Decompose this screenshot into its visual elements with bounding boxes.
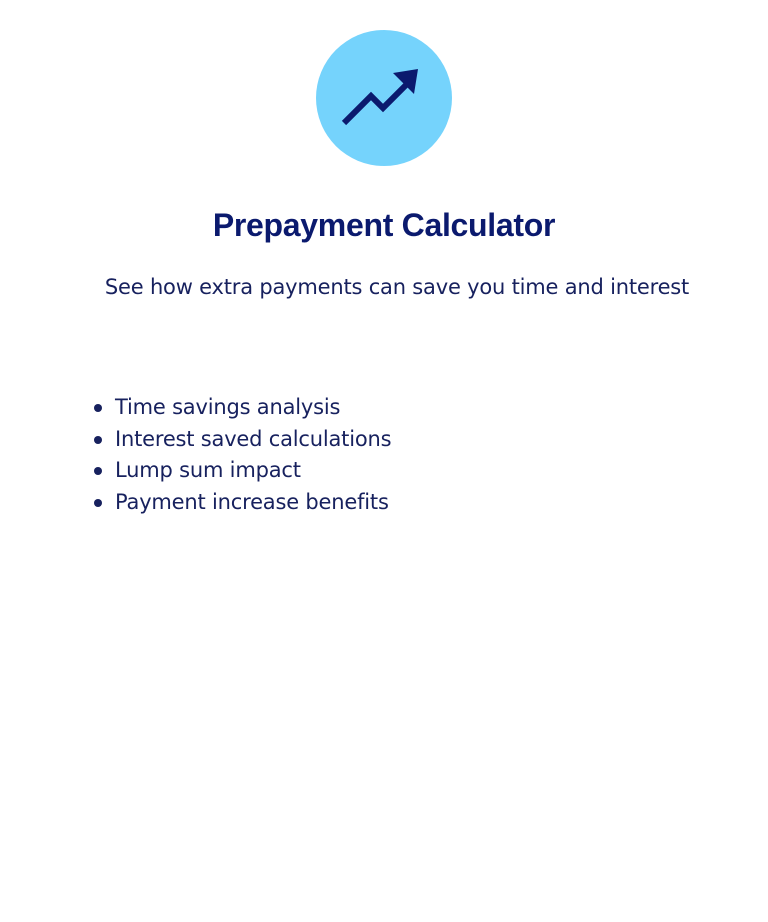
feature-item-lump-sum — [92, 455, 391, 487]
bullet-icon — [94, 404, 102, 412]
trending-up-icon-graphic — [316, 30, 452, 166]
feature-item-interest-saved — [92, 424, 391, 456]
page-subtitle: See how extra payments can save you time and interest — [104, 275, 690, 299]
feature-label: Lump sum impact — [115, 458, 301, 482]
page-title: Prepayment Calculator — [212, 207, 556, 243]
bullet-icon — [94, 467, 102, 475]
feature-item-payment-increase — [92, 487, 391, 519]
feature-label: Payment increase benefits — [115, 489, 389, 514]
feature-label: Interest saved calculations — [115, 426, 392, 451]
feature-list — [92, 392, 391, 518]
feature-item-time-savings — [92, 392, 391, 424]
bullet-icon — [94, 499, 102, 507]
bullet-icon — [94, 436, 102, 444]
trending-up-icon — [316, 30, 452, 166]
feature-label: Time savings analysis — [115, 395, 341, 419]
icon-circle-background — [316, 30, 452, 166]
